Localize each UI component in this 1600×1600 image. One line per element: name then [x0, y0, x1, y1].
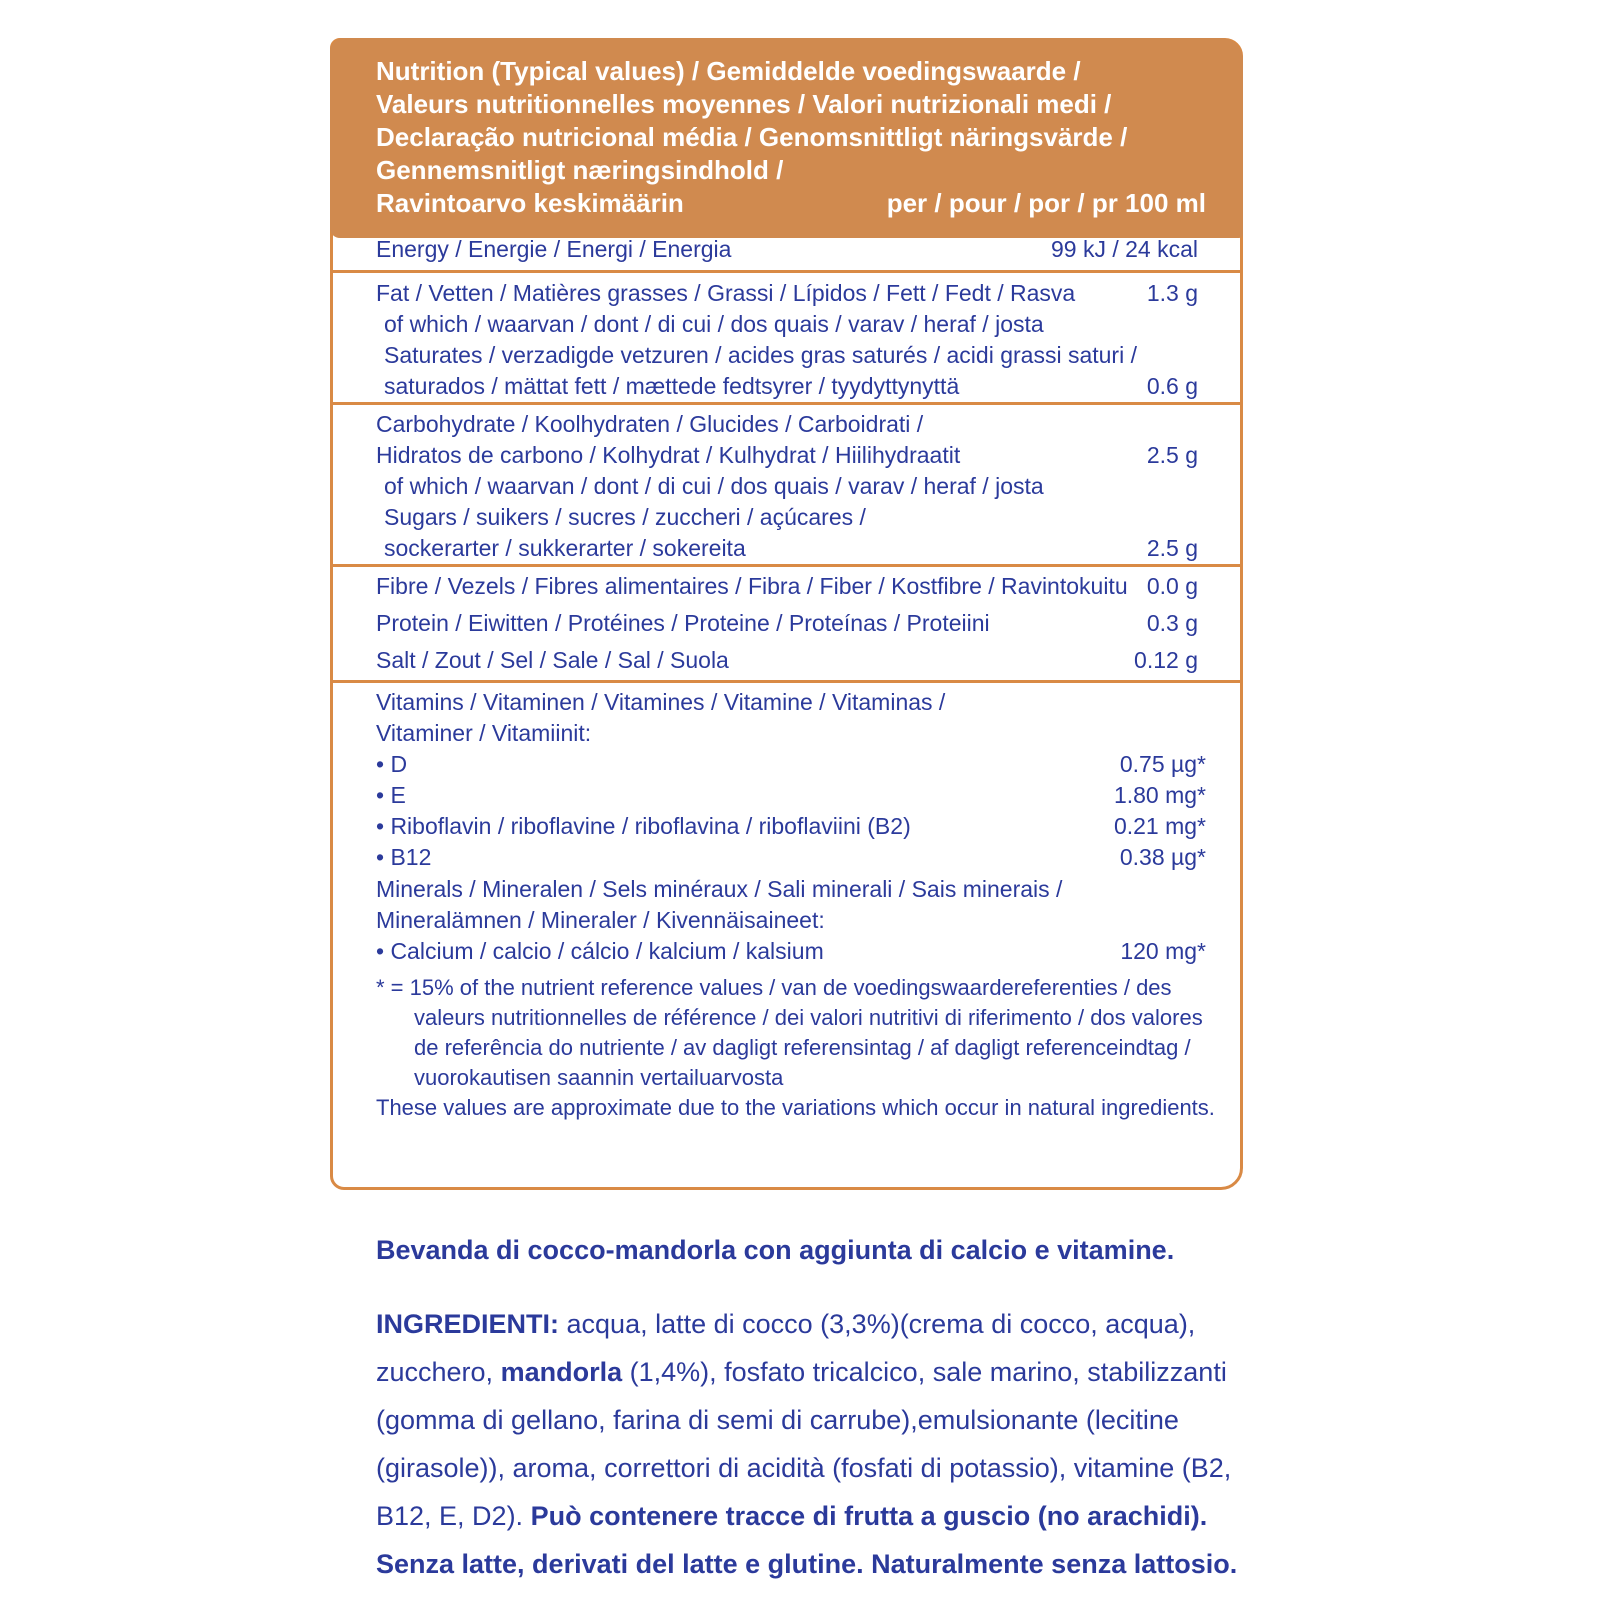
divider — [333, 402, 1240, 405]
vitamin-item: • B12 — [376, 844, 432, 870]
mineral-value: 120 mg* — [1120, 938, 1206, 964]
footnote-line: vuorokautisen saannin vertailuarvosta — [414, 1065, 784, 1090]
nut-trace-warning: Può contenere tracce di frutta a guscio (no arachidi). — [530, 1501, 1208, 1531]
fat-label: Fat / Vetten / Matières grasses / Grassi / Lípidos / Fett / Fedt / Rasva — [376, 280, 1076, 306]
header-per-100ml: per / pour / por / pr 100 ml — [886, 188, 1206, 218]
ingredients-line: zucchero, mandorla (1,4%), fosfato tricalcico, sale marino, stabilizzanti — [376, 1357, 1227, 1387]
header-line: Gennemsnitligt næringsindhold / — [376, 155, 784, 185]
ingredients-line: (gomma di gellano, farina di semi di carrube),emulsionante (lecitine — [376, 1405, 1179, 1435]
salt-label: Salt / Zout / Sel / Sale / Sal / Suola — [376, 647, 729, 673]
fibre-value: 0.0 g — [1146, 573, 1198, 599]
divider — [333, 564, 1240, 567]
approximate-values-note: These values are approximate due to the variations which occur in natural ingredients. — [376, 1095, 1215, 1120]
fat-of-which: of which / waarvan / dont / di cui / dos quais / varav / heraf / josta — [384, 311, 1044, 337]
carbohydrate-row — [376, 409, 1206, 564]
header-last-left: Ravintoarvo keskimäärin — [376, 188, 684, 218]
sugars-value: 2.5 g — [1146, 535, 1198, 561]
vitamins-section — [376, 687, 1206, 873]
vitamin-item: • D — [376, 751, 408, 777]
vitamin-value: 0.21 mg* — [1113, 813, 1206, 839]
footnote-line: * = 15% of the nutrient reference values / van de voedingswaardereferenties / des — [376, 975, 1172, 1000]
vitamin-item: • E — [376, 782, 406, 808]
vitamins-line-1: Vitamins / Vitaminen / Vitamines / Vitamine / Vitaminas / — [376, 689, 946, 715]
header-last-line — [376, 187, 1206, 220]
vitamins-line-2: Vitaminer / Vitamiinit: — [376, 720, 592, 746]
minerals-line-1: Minerals / Mineralen / Sels minéraux / Sali minerali / Sais minerais / — [376, 876, 1063, 902]
ingredients-label: INGREDIENTI: — [376, 1309, 560, 1339]
minerals-line-2: Mineralämnen / Mineraler / Kivennäisaineet: — [376, 907, 825, 933]
saturates-value: 0.6 g — [1146, 373, 1198, 399]
sugars-line-2: sockerarter / sukkerarter / sokereita — [384, 535, 746, 561]
salt-row — [376, 645, 1206, 676]
footnote-line: valeurs nutritionnelles de référence / dei valori nutritivi di riferimento / dos valores — [414, 1005, 1203, 1030]
fibre-row — [376, 571, 1206, 602]
header-line: Valeurs nutritionnelles moyennes / Valori nutrizionali medi / — [376, 89, 1112, 119]
saturates-line-2: saturados / mättat fett / mættede fedtsyrer / tyydyttynyttä — [384, 373, 960, 399]
energy-value: 99 kJ / 24 kcal — [1050, 236, 1198, 262]
fat-value: 1.3 g — [1146, 280, 1198, 306]
saturates-line-1: Saturates / verzadigde vetzuren / acides gras saturés / acidi grassi saturi / — [384, 342, 1137, 368]
header-line: Nutrition (Typical values) / Gemiddelde voedingswaarde / — [376, 56, 1081, 86]
sugars-line-1: Sugars / suikers / sucres / zuccheri / açúcares / — [384, 504, 866, 530]
protein-value: 0.3 g — [1146, 610, 1198, 636]
carbohydrate-line-2: Hidratos de carbono / Kolhydrat / Kulhydrat / Hiilihydraatit — [376, 442, 961, 468]
reference-footnote — [376, 973, 1215, 1123]
ingredients-line: INGREDIENTI: acqua, latte di cocco (3,3%)(crema di cocco, acqua), — [376, 1309, 1196, 1339]
fibre-label: Fibre / Vezels / Fibres alimentaires / Fibra / Fiber / Kostfibre / Ravintokuitu — [376, 573, 1128, 599]
nutrition-header — [376, 55, 1206, 220]
allergen-almond: mandorla — [500, 1357, 623, 1387]
ingredients-line: B12, E, D2). Può contenere tracce di frutta a guscio (no arachidi). — [376, 1501, 1208, 1531]
vitamin-item: • Riboflavin / riboflavine / riboflavina / riboflaviini (B2) — [376, 813, 911, 839]
energy-row — [376, 234, 1206, 265]
protein-row — [376, 608, 1206, 639]
vitamin-value: 0.75 µg* — [1119, 751, 1206, 777]
protein-label: Protein / Eiwitten / Protéines / Proteine / Proteínas / Proteiini — [376, 610, 990, 636]
vitamin-value: 1.80 mg* — [1113, 782, 1206, 808]
ingredients-text — [376, 1300, 1276, 1588]
carbohydrate-of-which: of which / waarvan / dont / di cui / dos quais / varav / heraf / josta — [384, 473, 1044, 499]
divider — [333, 270, 1240, 273]
ingredients-line: (girasole)), aroma, correttori di acidità (fosfati di potassio), vitamine (B2, — [376, 1453, 1232, 1483]
footnote-line: de referência do nutriente / av dagligt referensintag / af dagligt referenceindtag / — [414, 1035, 1191, 1060]
minerals-section — [376, 874, 1206, 967]
energy-label: Energy / Energie / Energi / Energia — [376, 236, 732, 262]
divider — [333, 680, 1240, 683]
vitamin-value: 0.38 µg* — [1119, 844, 1206, 870]
dairy-gluten-free-note: Senza latte, derivati del latte e glutine. Naturalmente senza lattosio. — [376, 1549, 1238, 1579]
carbohydrate-line-1: Carbohydrate / Koolhydraten / Glucides / Carboidrati / — [376, 411, 924, 437]
mineral-item: • Calcium / calcio / cálcio / kalcium / kalsium — [376, 938, 824, 964]
fat-row — [376, 278, 1206, 402]
carbohydrate-value: 2.5 g — [1146, 442, 1198, 468]
product-title: Bevanda di cocco-mandorla con aggiunta di calcio e vitamine. — [376, 1235, 1175, 1265]
header-line: Declaração nutricional média / Genomsnittligt näringsvärde / — [376, 122, 1128, 152]
salt-value: 0.12 g — [1134, 647, 1198, 673]
